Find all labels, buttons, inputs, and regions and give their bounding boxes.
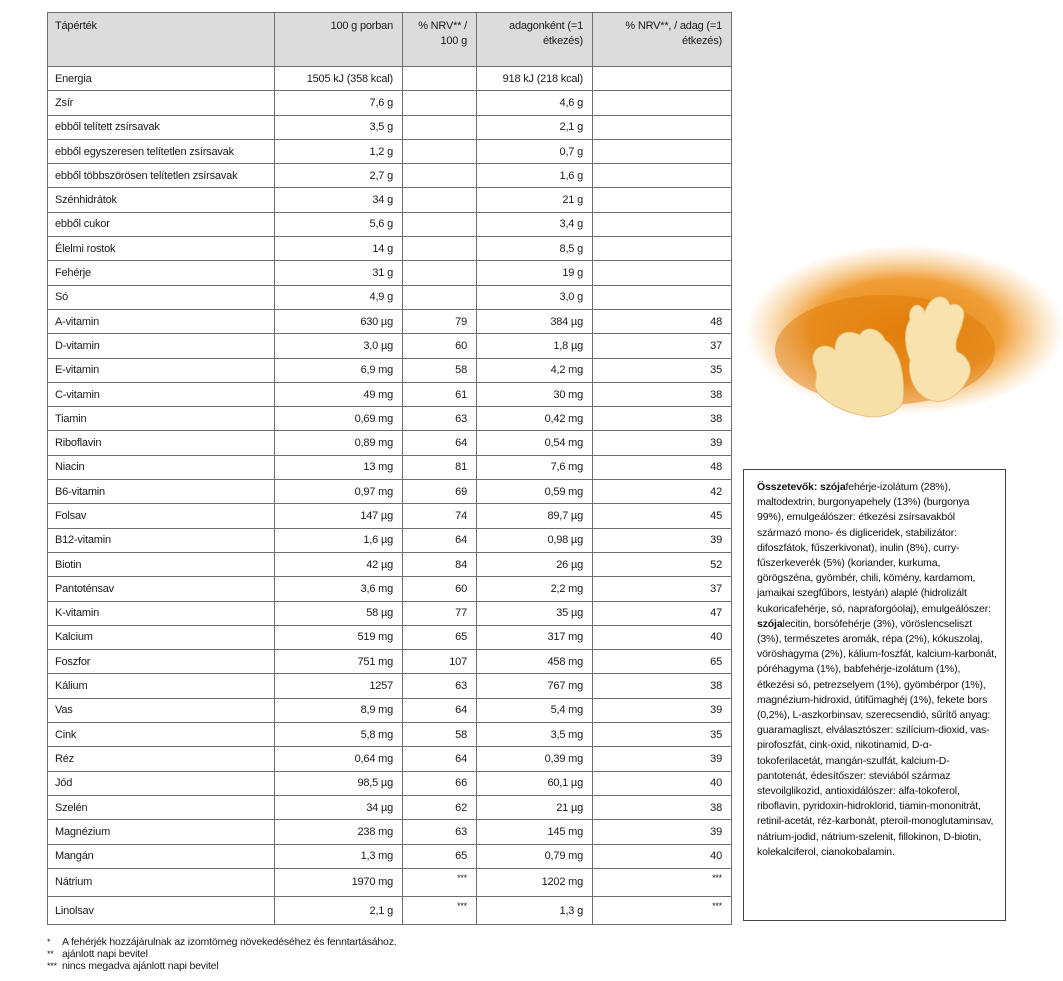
cell-per-serving: 21 g bbox=[477, 188, 593, 212]
cell-per-100g: 0,69 mg bbox=[275, 407, 403, 431]
cell-nrv-100g: 74 bbox=[403, 504, 477, 528]
cell-per-100g: 1,2 g bbox=[275, 139, 403, 163]
ginger-illustration bbox=[735, 200, 1063, 460]
cell-nutrient: D-vitamin bbox=[48, 334, 275, 358]
cell-nrv-serving: 39 bbox=[593, 820, 732, 844]
cell-nrv-100g bbox=[403, 285, 477, 309]
table-row bbox=[48, 382, 732, 406]
table-row bbox=[48, 601, 732, 625]
cell-nutrient: ebből cukor bbox=[48, 212, 275, 236]
table-row bbox=[48, 358, 732, 382]
cell-per-serving: 0,39 mg bbox=[477, 747, 593, 771]
cell-nutrient: Zsír bbox=[48, 91, 275, 115]
cell-nrv-serving: 40 bbox=[593, 844, 732, 868]
cell-per-100g: 3,5 g bbox=[275, 115, 403, 139]
cell-per-serving: 4,6 g bbox=[477, 91, 593, 115]
cell-nutrient: Riboflavin bbox=[48, 431, 275, 455]
cell-nrv-100g bbox=[403, 237, 477, 261]
table-row bbox=[48, 504, 732, 528]
cell-per-serving: 89,7 µg bbox=[477, 504, 593, 528]
cell-nutrient: Pantoténsav bbox=[48, 577, 275, 601]
cell-per-100g: 630 µg bbox=[275, 309, 403, 333]
cell-per-serving: 0,59 mg bbox=[477, 480, 593, 504]
cell-nrv-serving: *** bbox=[593, 868, 732, 896]
cell-per-100g: 14 g bbox=[275, 237, 403, 261]
cell-nrv-100g: 64 bbox=[403, 747, 477, 771]
cell-per-100g: 8,9 mg bbox=[275, 698, 403, 722]
footnote-text: nincs megadva ajánlott napi bevitel bbox=[62, 960, 219, 972]
cell-per-100g: 1257 bbox=[275, 674, 403, 698]
cell-per-100g: 49 mg bbox=[275, 382, 403, 406]
cell-nutrient: Energia bbox=[48, 67, 275, 91]
cell-nutrient: Linolsav bbox=[48, 897, 275, 925]
cell-nrv-serving: 38 bbox=[593, 407, 732, 431]
cell-per-serving: 3,5 mg bbox=[477, 723, 593, 747]
table-row bbox=[48, 747, 732, 771]
cell-nrv-100g: 107 bbox=[403, 650, 477, 674]
nutrition-table bbox=[47, 12, 732, 925]
cell-per-serving: 19 g bbox=[477, 261, 593, 285]
cell-nrv-serving: *** bbox=[593, 897, 732, 925]
cell-nrv-serving: 38 bbox=[593, 674, 732, 698]
cell-nrv-serving: 47 bbox=[593, 601, 732, 625]
cell-per-serving: 1,8 µg bbox=[477, 334, 593, 358]
cell-nutrient: ebből egyszeresen telítetlen zsírsavak bbox=[48, 139, 275, 163]
table-row bbox=[48, 577, 732, 601]
cell-nrv-serving: 35 bbox=[593, 358, 732, 382]
table-row bbox=[48, 67, 732, 91]
cell-per-100g: 7,6 g bbox=[275, 91, 403, 115]
cell-nrv-100g: 79 bbox=[403, 309, 477, 333]
allergen-soy: szója bbox=[757, 617, 783, 630]
cell-nrv-100g: 63 bbox=[403, 674, 477, 698]
cell-nrv-100g bbox=[403, 67, 477, 91]
cell-nutrient: ebből többszörösen telítetlen zsírsavak bbox=[48, 164, 275, 188]
cell-per-100g: 5,8 mg bbox=[275, 723, 403, 747]
cell-nutrient: ebből telített zsírsavak bbox=[48, 115, 275, 139]
cell-nrv-serving: 38 bbox=[593, 382, 732, 406]
ingredients-box bbox=[743, 469, 1006, 921]
cell-per-serving: 26 µg bbox=[477, 552, 593, 576]
footnote-mark: ** bbox=[47, 949, 54, 959]
cell-per-100g: 98,5 µg bbox=[275, 771, 403, 795]
cell-nrv-serving: 37 bbox=[593, 577, 732, 601]
cell-per-100g: 1,3 mg bbox=[275, 844, 403, 868]
table-row bbox=[48, 795, 732, 819]
cell-nutrient: Élelmi rostok bbox=[48, 237, 275, 261]
cell-nrv-serving: 39 bbox=[593, 528, 732, 552]
cell-per-100g: 147 µg bbox=[275, 504, 403, 528]
cell-nutrient: Biotin bbox=[48, 552, 275, 576]
cell-nrv-100g: 63 bbox=[403, 407, 477, 431]
cell-nrv-serving bbox=[593, 212, 732, 236]
table-row bbox=[48, 844, 732, 868]
cell-nrv-100g: 58 bbox=[403, 723, 477, 747]
cell-nrv-serving bbox=[593, 164, 732, 188]
table-row bbox=[48, 407, 732, 431]
cell-nutrient: Fehérje bbox=[48, 261, 275, 285]
cell-nutrient: Folsav bbox=[48, 504, 275, 528]
cell-nrv-serving: 39 bbox=[593, 431, 732, 455]
cell-nrv-100g: 60 bbox=[403, 334, 477, 358]
cell-nrv-serving bbox=[593, 139, 732, 163]
cell-per-serving: 0,79 mg bbox=[477, 844, 593, 868]
table-row bbox=[48, 139, 732, 163]
cell-nrv-100g: 66 bbox=[403, 771, 477, 795]
cell-per-serving: 317 mg bbox=[477, 625, 593, 649]
cell-nrv-serving: 48 bbox=[593, 309, 732, 333]
cell-nrv-100g: *** bbox=[403, 868, 477, 896]
cell-per-serving: 21 µg bbox=[477, 795, 593, 819]
footnote-text: ajánlott napi bevitel bbox=[62, 948, 148, 960]
cell-nrv-serving bbox=[593, 261, 732, 285]
cell-nrv-100g: 62 bbox=[403, 795, 477, 819]
table-row bbox=[48, 650, 732, 674]
cell-nutrient: Magnézium bbox=[48, 820, 275, 844]
table-row bbox=[48, 455, 732, 479]
cell-nrv-serving bbox=[593, 285, 732, 309]
cell-nrv-100g bbox=[403, 164, 477, 188]
cell-per-100g: 31 g bbox=[275, 261, 403, 285]
cell-nrv-serving: 52 bbox=[593, 552, 732, 576]
allergen-soy: szója bbox=[820, 481, 846, 493]
table-row bbox=[48, 820, 732, 844]
cell-per-serving: 458 mg bbox=[477, 650, 593, 674]
cell-nutrient: Cink bbox=[48, 723, 275, 747]
table-row bbox=[48, 552, 732, 576]
cell-per-serving: 7,6 mg bbox=[477, 455, 593, 479]
cell-nrv-serving: 39 bbox=[593, 747, 732, 771]
cell-per-serving: 1,3 g bbox=[477, 897, 593, 925]
cell-nutrient: K-vitamin bbox=[48, 601, 275, 625]
cell-per-100g: 3,6 mg bbox=[275, 577, 403, 601]
table-row bbox=[48, 309, 732, 333]
cell-nrv-serving: 65 bbox=[593, 650, 732, 674]
table-row bbox=[48, 431, 732, 455]
table-row bbox=[48, 771, 732, 795]
footnote-3 bbox=[47, 960, 396, 972]
cell-per-100g: 5,6 g bbox=[275, 212, 403, 236]
cell-nrv-100g: 65 bbox=[403, 844, 477, 868]
header-nrv-100g: % NRV** / 100 g bbox=[403, 13, 477, 67]
cell-nutrient: Foszfor bbox=[48, 650, 275, 674]
cell-nutrient: Nátrium bbox=[48, 868, 275, 896]
table-row bbox=[48, 261, 732, 285]
cell-nutrient: E-vitamin bbox=[48, 358, 275, 382]
cell-nrv-serving bbox=[593, 91, 732, 115]
cell-per-serving: 5,4 mg bbox=[477, 698, 593, 722]
cell-nrv-serving: 38 bbox=[593, 795, 732, 819]
cell-per-serving: 1202 mg bbox=[477, 868, 593, 896]
cell-nutrient: Mangán bbox=[48, 844, 275, 868]
cell-nutrient: A-vitamin bbox=[48, 309, 275, 333]
table-row bbox=[48, 480, 732, 504]
cell-per-100g: 34 µg bbox=[275, 795, 403, 819]
cell-per-100g: 0,64 mg bbox=[275, 747, 403, 771]
ginger-turmeric-image bbox=[735, 200, 1063, 460]
cell-nrv-100g: 64 bbox=[403, 528, 477, 552]
cell-per-100g: 0,97 mg bbox=[275, 480, 403, 504]
table-row bbox=[48, 897, 732, 925]
cell-nrv-serving: 40 bbox=[593, 771, 732, 795]
cell-per-serving: 0,42 mg bbox=[477, 407, 593, 431]
cell-per-100g: 2,1 g bbox=[275, 897, 403, 925]
cell-nrv-serving bbox=[593, 115, 732, 139]
cell-nrv-100g: 64 bbox=[403, 698, 477, 722]
footnotes bbox=[47, 936, 396, 972]
cell-per-100g: 0,89 mg bbox=[275, 431, 403, 455]
ingredients-text-1: fehérje-izolátum (28%), maltodextrin, burgonyapehely (13%) (burgonya 99%), emulgeálószer: étkezési zsírsavakból származó mono- és digliceridek, stabilizátor: difoszfátok, fűszerkivonat), inulin (8%), curry-fűszerkeverék (5%) (koriander, kurkuma, görögszéna, gyömbér, chili, kömény, kardamom, jamaikai szegfűbors, lestyán) alaplé (hidrolizált kukoricafehérje, só, napraforgóolaj), emulgeálószer: bbox=[757, 481, 991, 615]
cell-per-serving: 0,7 g bbox=[477, 139, 593, 163]
table-row bbox=[48, 91, 732, 115]
footnote-mark: *** bbox=[47, 961, 57, 971]
cell-nrv-serving: 37 bbox=[593, 334, 732, 358]
cell-per-100g: 34 g bbox=[275, 188, 403, 212]
cell-per-100g: 1970 mg bbox=[275, 868, 403, 896]
cell-per-100g: 4,9 g bbox=[275, 285, 403, 309]
cell-per-serving: 1,6 g bbox=[477, 164, 593, 188]
cell-per-100g: 751 mg bbox=[275, 650, 403, 674]
cell-per-serving: 145 mg bbox=[477, 820, 593, 844]
cell-per-100g: 58 µg bbox=[275, 601, 403, 625]
cell-nrv-serving: 42 bbox=[593, 480, 732, 504]
cell-nutrient: Kálium bbox=[48, 674, 275, 698]
cell-nrv-100g bbox=[403, 188, 477, 212]
cell-per-serving: 60,1 µg bbox=[477, 771, 593, 795]
cell-per-serving: 384 µg bbox=[477, 309, 593, 333]
cell-per-serving: 0,54 mg bbox=[477, 431, 593, 455]
cell-nutrient: Kalcium bbox=[48, 625, 275, 649]
cell-nrv-100g bbox=[403, 212, 477, 236]
cell-nutrient: Só bbox=[48, 285, 275, 309]
cell-nrv-100g bbox=[403, 139, 477, 163]
header-per-100g: 100 g porban bbox=[275, 13, 403, 67]
cell-nutrient: Szelén bbox=[48, 795, 275, 819]
cell-nutrient: B6-vitamin bbox=[48, 480, 275, 504]
cell-nrv-serving: 40 bbox=[593, 625, 732, 649]
cell-per-100g: 1,6 µg bbox=[275, 528, 403, 552]
cell-per-serving: 4,2 mg bbox=[477, 358, 593, 382]
cell-nrv-serving: 48 bbox=[593, 455, 732, 479]
cell-per-serving: 3,4 g bbox=[477, 212, 593, 236]
cell-per-serving: 2,2 mg bbox=[477, 577, 593, 601]
cell-per-serving: 30 mg bbox=[477, 382, 593, 406]
cell-per-serving: 918 kJ (218 kcal) bbox=[477, 67, 593, 91]
cell-nrv-100g: *** bbox=[403, 897, 477, 925]
cell-per-100g: 3,0 µg bbox=[275, 334, 403, 358]
footnote-mark: * bbox=[47, 937, 51, 947]
table-header-row bbox=[48, 13, 732, 67]
table-row bbox=[48, 285, 732, 309]
cell-nrv-100g: 60 bbox=[403, 577, 477, 601]
cell-nutrient: Niacin bbox=[48, 455, 275, 479]
cell-nutrient: Vas bbox=[48, 698, 275, 722]
cell-nrv-100g: 63 bbox=[403, 820, 477, 844]
cell-per-serving: 3,0 g bbox=[477, 285, 593, 309]
table-row bbox=[48, 723, 732, 747]
cell-nutrient: C-vitamin bbox=[48, 382, 275, 406]
table-row bbox=[48, 528, 732, 552]
cell-nrv-100g: 84 bbox=[403, 552, 477, 576]
table-row bbox=[48, 188, 732, 212]
table-row bbox=[48, 212, 732, 236]
footnote-2 bbox=[47, 948, 396, 960]
cell-nutrient: Tiamin bbox=[48, 407, 275, 431]
cell-per-100g: 1505 kJ (358 kcal) bbox=[275, 67, 403, 91]
cell-nrv-100g: 61 bbox=[403, 382, 477, 406]
cell-nrv-serving: 45 bbox=[593, 504, 732, 528]
footnote-text: A fehérjék hozzájárulnak az izomtömeg növekedéséhez és fenntartásához. bbox=[62, 936, 397, 948]
cell-per-100g: 2,7 g bbox=[275, 164, 403, 188]
cell-per-100g: 519 mg bbox=[275, 625, 403, 649]
table-row bbox=[48, 237, 732, 261]
cell-nrv-100g bbox=[403, 115, 477, 139]
cell-nrv-100g: 81 bbox=[403, 455, 477, 479]
cell-per-100g: 6,9 mg bbox=[275, 358, 403, 382]
table-row bbox=[48, 164, 732, 188]
header-nrv-serving: % NRV**, / adag (=1 étkezés) bbox=[593, 13, 732, 67]
header-nutrient: Tápérték bbox=[48, 13, 275, 67]
footnote-1 bbox=[47, 936, 396, 948]
cell-per-serving: 8,5 g bbox=[477, 237, 593, 261]
cell-nrv-serving: 39 bbox=[593, 698, 732, 722]
cell-per-serving: 0,98 µg bbox=[477, 528, 593, 552]
cell-nrv-100g bbox=[403, 261, 477, 285]
ingredients-text-2: lecitin, borsófehérje (3%), vöröslencseliszt (3%), természetes aromák, répa (2%), kókuszolaj, vöröshagyma (2%), kálium-foszfát, kalcium-karbonát, póréhagyma (1%), babfehérje-izolátum (1%), étkezési só, petrezselyem (1%), gyömbérpor (1%), magnézium-hidroxid, útifűmaghéj (1%), fekete bors (0,2%), L-aszkorbinsav, szerecsendió, sűrítő anyag: guaramagliszt, elválasztószer: szilícium-dioxid, vas-pirofoszfát, cink-oxid, nikotinamid, D-α-tokoferilacetát, mangán-szulfát, kalcium-D-pantotenát, édesítőszer: steviából származ stevoilglikozid, antioxidálószer: alfa-tokoferol, riboflavin, pyridoxin-hidroklorid, tiamin-mononitrát, retinil-acetát, réz-karbonát, pteroil-monoglutaminsav, nátrium-jodid, nátrium-szelenit, fillokinon, D-biotin, kolekalciferol, cianokobalamin. bbox=[757, 617, 997, 858]
table-row bbox=[48, 674, 732, 698]
cell-per-serving: 35 µg bbox=[477, 601, 593, 625]
cell-nrv-serving: 35 bbox=[593, 723, 732, 747]
table-row bbox=[48, 698, 732, 722]
cell-nrv-serving bbox=[593, 188, 732, 212]
cell-nrv-100g: 64 bbox=[403, 431, 477, 455]
cell-nrv-100g: 77 bbox=[403, 601, 477, 625]
header-per-serving: adagonként (=1 étkezés) bbox=[477, 13, 593, 67]
cell-nrv-100g: 69 bbox=[403, 480, 477, 504]
table-row bbox=[48, 625, 732, 649]
cell-nrv-serving bbox=[593, 67, 732, 91]
table-row bbox=[48, 334, 732, 358]
ingredients-label: Összetevők: bbox=[757, 481, 818, 493]
cell-per-100g: 13 mg bbox=[275, 455, 403, 479]
cell-per-100g: 42 µg bbox=[275, 552, 403, 576]
cell-per-serving: 767 mg bbox=[477, 674, 593, 698]
table-row bbox=[48, 115, 732, 139]
cell-nutrient: Jód bbox=[48, 771, 275, 795]
cell-nrv-serving bbox=[593, 237, 732, 261]
table-row bbox=[48, 868, 732, 896]
cell-nrv-100g: 65 bbox=[403, 625, 477, 649]
cell-nrv-100g: 58 bbox=[403, 358, 477, 382]
cell-nutrient: Szénhidrátok bbox=[48, 188, 275, 212]
cell-nrv-100g bbox=[403, 91, 477, 115]
cell-per-serving: 2,1 g bbox=[477, 115, 593, 139]
cell-nutrient: Réz bbox=[48, 747, 275, 771]
cell-nutrient: B12-vitamin bbox=[48, 528, 275, 552]
cell-per-100g: 238 mg bbox=[275, 820, 403, 844]
